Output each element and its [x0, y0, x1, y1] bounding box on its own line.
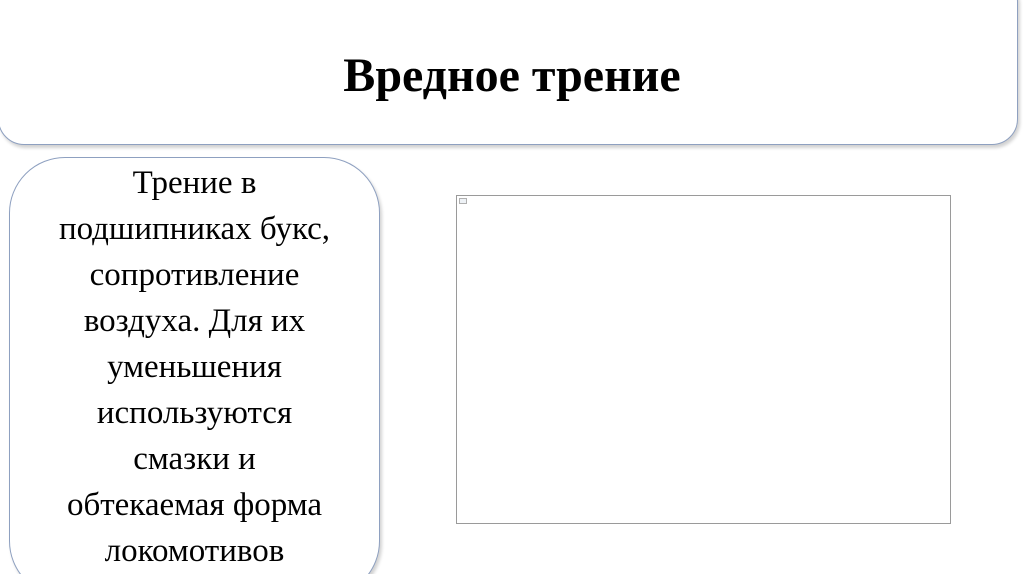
slide-title: Вредное трение: [343, 49, 681, 102]
body-line: воздуха. Для их: [83, 303, 306, 339]
body-line: сопротивление: [89, 257, 300, 293]
body-text: [9, 160, 380, 574]
body-line: локомотивов: [104, 533, 285, 569]
body-line: обтекаемая форма: [66, 487, 323, 523]
body-line: подшипниках букс,: [58, 211, 331, 247]
body-line: Трение в: [132, 165, 257, 201]
body-line: уменьшения: [107, 349, 282, 385]
broken-image-icon: [459, 198, 467, 204]
body-line: смазки и: [133, 441, 256, 477]
image-placeholder: [456, 195, 951, 524]
body-line: используются: [96, 395, 293, 431]
